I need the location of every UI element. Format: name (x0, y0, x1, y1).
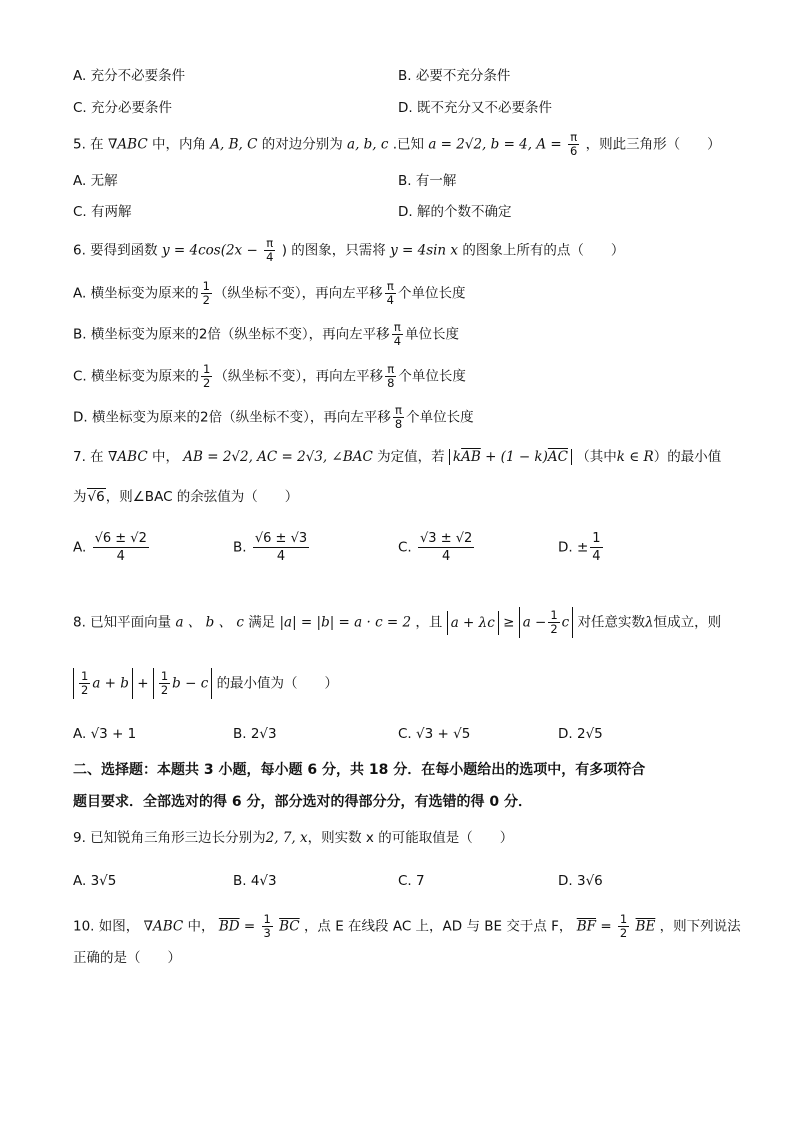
q9-sides: 2, 7, x (265, 830, 308, 846)
q4-option-c: C. 充分必要条件 (73, 100, 173, 116)
q10-line-2: 正确的是（ ） (73, 950, 181, 966)
q8-option-c: C. √3 + √5 (398, 726, 471, 742)
q7-line-2: 为√6，则∠BAC 的余弦值为（ ） (73, 489, 299, 505)
question-10: 10. 如图， ∇ABC 中， $\overline{BD}$ = $\frac{1}{3}$ $\overline{BC}$ ，点 E 在线段 AC 上，AD 与 BE 交于点 F， $\overline{BF}$ = $\frac{1}{2}$ $\overline{BE}$ ，则下列说法 (73, 912, 741, 940)
q6-option-b: B. 横坐标变为原来的2倍（纵坐标不变），再向左平移 $\frac{\pi}{4}$ 单位长度 (73, 320, 460, 348)
q10-vector-bd: $\overline{BD}$ (218, 918, 240, 935)
q7-triangle: ∇ABC (107, 449, 148, 465)
section-2-header-line-2: 题目要求．全部选对的得 6 分，部分选对的得部分分，有选错的得 0 分． (73, 794, 532, 810)
q5-text: .已知 (392, 136, 425, 153)
q6-option-a: A. 横坐标变为原来的 $\frac{1}{2}$ （纵坐标不变），再向左平移 $\frac{\pi}{4}$ 个单位长度 (73, 279, 466, 307)
question-6 (73, 237, 624, 264)
q5-option-b: B. 有一解 (398, 173, 457, 189)
question-5 (73, 131, 721, 158)
q8-option-a: A. √3 + 1 (73, 726, 137, 742)
q9-option-b: B. 4√3 (233, 873, 277, 889)
q8-condition: |a| = |b| = a · c = 2 (279, 614, 412, 631)
q6-option-d: D. 横坐标变为原来的2倍（纵坐标不变），再向左平移 $\frac{\pi}{8}$ 个单位长度 (73, 403, 474, 431)
q8-vectors: a 、 b 、 c (175, 614, 244, 631)
q6-option-c: C. 横坐标变为原来的 $\frac{1}{2}$ （纵坐标不变），再向左平移 $\frac{\pi}{8}$ 个单位长度 (73, 362, 466, 390)
q7-option-a: A. $\frac{√6 \pm √2}{4}$ (73, 531, 147, 564)
q5-text: 的对边分别为 (261, 136, 343, 153)
q7-option-d: D. ± $\frac{1}{4}$ (558, 531, 601, 564)
q8-option-d: D. 2√5 (558, 726, 603, 742)
question-7: 7. 在 ∇ABC 中， AB = 2√2, AC = 2√3, ∠BAC 为定值，若 $k\overline{AB} + (1 - k)\overline{AC}$ （其中k ∈ R）的最小值 (73, 449, 722, 465)
q5-triangle: ∇ABC (107, 136, 148, 153)
section-2-header: 二、选择题：本题共 3 小题，每小题 6 分，共 18 分．在每小题给出的选项中，有多项符合 (73, 762, 646, 778)
q9-option-c: C. 7 (398, 873, 425, 889)
q5-option-a: A. 无解 (73, 173, 118, 189)
question-8: 8. 已知平面向量 a 、 b 、 c 满足 |a| = |b| = a · c = 2 ，且 a + λc ≥ a − $\frac{1}{2}$ c 对任意实数λ恒成立，则 (73, 608, 722, 636)
q5-sides: a, b, c (347, 136, 389, 153)
q8-line-2: $\frac{1}{2}$ a + b + $\frac{1}{2}$ b − c 的最小值为（ ） (73, 668, 338, 699)
q7-sqrt6: √6 (87, 489, 105, 505)
q5-option-c: C. 有两解 (73, 204, 132, 220)
q8-term-1: $\frac{1}{2}$ a + b (73, 668, 133, 699)
q5-angles: A, B, C (210, 136, 258, 153)
q6-prefix: 6. 要得到函数 (73, 242, 158, 259)
q5-given: a = 2√2, b = 4, A = (428, 136, 562, 153)
q10-triangle: ∇ABC (143, 918, 184, 935)
q10-vector-bc: $\overline{BC}$ (279, 918, 300, 935)
question-9: 9. 已知锐角三角形三边长分别为2, 7, x，则实数 x 的可能取值是（ ） (73, 830, 514, 846)
q10-vector-bf: $\overline{BF}$ (576, 918, 597, 935)
q9-option-d: D. 3√6 (558, 873, 603, 889)
q4-option-d: D. 既不充分又不必要条件 (398, 100, 552, 116)
q7-option-c: C. $\frac{√3 \pm √2}{4}$ (398, 531, 473, 564)
q10-vector-be: $\overline{BE}$ (635, 918, 656, 935)
q4-option-b: B. 必要不充分条件 (398, 68, 511, 84)
q9-option-a: A. 3√5 (73, 873, 117, 889)
q8-option-b: B. 2√3 (233, 726, 277, 742)
q6-fraction: $\frac{\pi}{4}$ (266, 236, 274, 264)
q6-close: ) (281, 242, 287, 259)
q5-text: 中，内角 (151, 136, 206, 153)
q8-lhs: a + λc (447, 611, 499, 635)
q6-text: 的图象，只需将 (291, 242, 386, 259)
q6-function: y = 4cos(2x − (161, 242, 258, 259)
q5-option-d: D. 解的个数不确定 (398, 204, 512, 220)
q7-option-b: B. $\frac{√6 \pm √3}{4}$ (233, 531, 308, 564)
q7-given: AB = 2√2, AC = 2√3, ∠BAC (183, 449, 373, 465)
q8-term-2: $\frac{1}{2}$ b − c (153, 668, 212, 699)
q5-prefix: 5. 在 (73, 136, 104, 153)
q6-function-2: y = 4sin x (390, 242, 459, 259)
q5-suffix: ，则此三角形（ ） (585, 136, 721, 153)
q6-suffix: 的图象上所有的点（ ） (462, 242, 625, 259)
q5-fraction: $\frac{\pi}{6}$ (570, 130, 578, 158)
q4-option-a: A. 充分不必要条件 (73, 68, 186, 84)
q7-vector-expression: $k\overline{AB} + (1 - k)\overline{AC}$ (449, 449, 572, 465)
q8-rhs: a − $\frac{1}{2}$ c (519, 607, 574, 638)
